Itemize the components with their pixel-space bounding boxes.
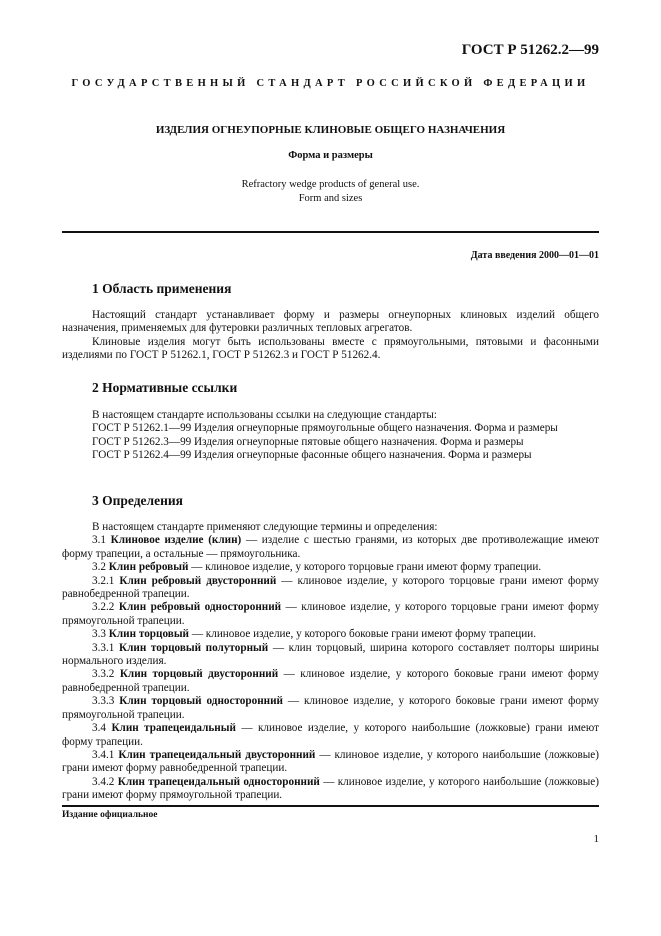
reference-item: ГОСТ Р 51262.4—99 Изделия огнеупорные фасонные общего назначения. Форма и размеры [92, 449, 532, 462]
definition-item [62, 575, 599, 602]
definition-item [62, 628, 599, 641]
definition-text: — клин торцовый, ширина которого составляет полторы ширины нормального изделия. [62, 641, 600, 668]
section-1-paragraph: Настоящий стандарт устанавливает форму и размеры огнеупорных клиновых изделий общего назначения, применяемых для футеровки различных тепловых агрегатов. [62, 309, 599, 335]
definition-term: Клин ребровый двусторонний [119, 574, 277, 587]
definition-number: 3.4.2 [92, 775, 115, 788]
definition-term: Клин ребровый односторонний [118, 601, 282, 614]
section-3-heading: 3 Определения [92, 493, 183, 508]
definition-text: — клиновое изделие, у которого наибольшие (ложковые) грани имеют форму прямоугольной трапеции. [62, 775, 599, 802]
document-subtitle: Форма и размеры [288, 150, 373, 161]
definition-item [62, 601, 599, 628]
section-2-intro: В настоящем стандарте использованы ссылки на следующие стандарты: [92, 409, 437, 421]
definition-term: Клин торцовый односторонний [119, 695, 283, 708]
definition-term: Клин торцовый двусторонний [119, 668, 279, 681]
section-1-body [62, 309, 599, 363]
page-number: 1 [593, 833, 599, 845]
definition-item [62, 668, 599, 695]
definition-number: 3.3.1 [92, 641, 115, 654]
introduction-date: Дата введения 2000—01—01 [470, 250, 599, 261]
definition-term: Клиновое изделие (клин) [110, 534, 242, 547]
definition-term: Клин трапецеидальный односторонний [117, 775, 320, 788]
reference-item: ГОСТ Р 51262.1—99 Изделия огнеупорные прямоугольные общего назначения. Форма и размеры [92, 422, 558, 435]
definition-number: 3.3.3 [92, 695, 115, 708]
definition-text: — клиновое изделие, у которого боковые грани имеют форму прямоугольной трапеции. [62, 695, 600, 721]
definition-number: 3.3.2 [92, 668, 115, 681]
section-2-body [62, 409, 599, 463]
definition-item [62, 642, 599, 669]
definition-text: — клиновое изделие, у которого боковые грани имеют форму равнобедренной трапеции. [62, 668, 599, 694]
definition-text: — клиновое изделие, у которого наибольшие (ложковые) грани имеют форму равнобедренной трапеции. [62, 748, 599, 775]
definition-term: Клин торцовый [108, 628, 190, 641]
section-3-body [62, 521, 599, 803]
document-title: ИЗДЕЛИЯ ОГНЕУПОРНЫЕ КЛИНОВЫЕ ОБЩЕГО НАЗНАЧЕНИЯ [155, 124, 506, 136]
definition-text: — клиновое изделие, у которого торцовые грани имеют форму прямоугольной трапеции. [62, 601, 600, 627]
top-divider [62, 231, 599, 233]
definition-text: — клиновое изделие, у которого наибольшие (ложковые) грани имеют форму трапеции. [62, 722, 599, 748]
definitions-list [62, 534, 599, 802]
reference-item: ГОСТ Р 51262.3—99 Изделия огнеупорные пятовые общего назначения. Форма и размеры [92, 435, 524, 448]
state-standard-banner: ГОСУДАРСТВЕННЫЙ СТАНДАРТ РОССИЙСКОЙ ФЕДЕРАЦИИ [71, 78, 590, 89]
definition-term: Клин трапецеидальный двусторонний [118, 748, 316, 761]
definition-number: 3.3 [92, 628, 106, 641]
definition-number: 3.2.1 [92, 574, 115, 587]
english-title-line2: Form and sizes [298, 193, 363, 204]
definition-term: Клин торцовый полуторный [119, 641, 269, 654]
definition-text: — клиновое изделие, у которого боковые грани имеют форму трапеции. [189, 628, 537, 641]
definition-number: 3.1 [92, 534, 106, 547]
definition-number: 3.4.1 [92, 748, 115, 761]
definition-number: 3.4 [92, 722, 106, 735]
definition-number: 3.2.2 [92, 601, 115, 614]
english-title-line1: Refractory wedge products of general use. [241, 179, 420, 190]
definition-item [62, 722, 599, 749]
section-1-paragraph: Клиновые изделия могут быть использованы вместе с прямоугольными, пятовыми и фасонными изделиями по ГОСТ Р 51262.1, ГОСТ Р 51262.3 и ГОСТ Р 51262.4. [62, 335, 599, 362]
definition-number: 3.2 [92, 561, 106, 574]
definition-item [62, 749, 599, 776]
definition-item [62, 695, 599, 722]
english-title [62, 178, 599, 206]
definition-text: — изделие с шестью гранями, из которых две противолежащие имеют форму трапеции, а остальные — прямоугольника. [62, 534, 600, 560]
definition-text: — клиновое изделие, у которого торцовые грани имеют форму трапеции. [188, 561, 542, 574]
gost-code: ГОСТ Р 51262.2—99 [461, 42, 599, 58]
definition-item [62, 534, 599, 561]
definition-item [62, 561, 599, 574]
edition-note: Издание официальное [62, 810, 158, 820]
definition-term: Клин ребровый [108, 561, 189, 574]
definition-term: Клин трапецеидальный [111, 722, 236, 735]
definition-item [62, 776, 599, 803]
section-2-heading: 2 Нормативные ссылки [92, 380, 238, 395]
section-3-intro: В настоящем стандарте применяют следующие термины и определения: [92, 521, 438, 533]
bottom-divider [62, 805, 599, 807]
section-1-heading: 1 Область применения [92, 281, 232, 296]
definition-text: — клиновое изделие, у которого торцовые грани имеют форму равнобедренной трапеции. [62, 574, 600, 601]
